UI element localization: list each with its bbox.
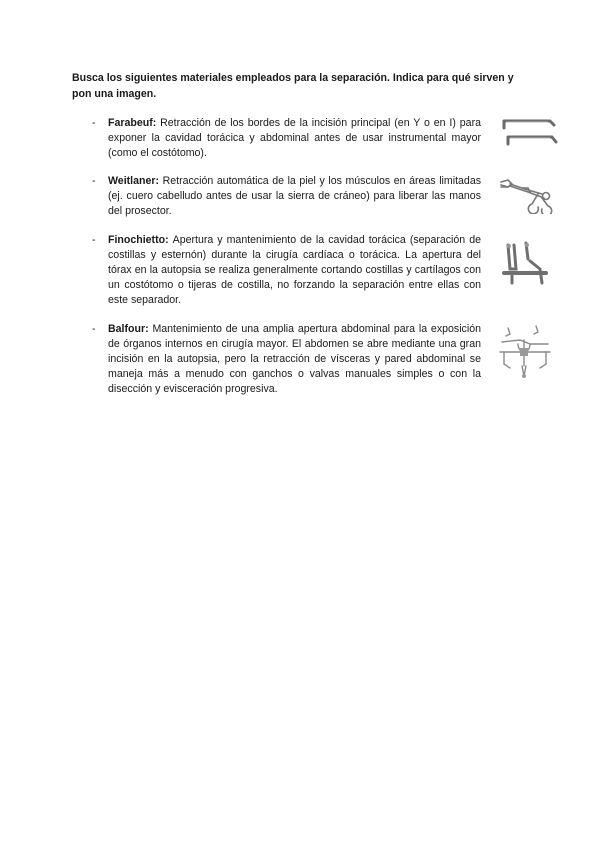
list-dash: - (92, 117, 96, 129)
item-description: Retracción automática de la piel y los músculos en áreas limitadas (ej. cuero cabelludo antes de usar la sierra de cráneo) para liberar las manos del prosector. (108, 175, 482, 217)
item-text (108, 174, 481, 219)
item-name: Finochietto: (108, 234, 173, 246)
list-item-balfour (92, 322, 558, 398)
item-text (108, 233, 481, 308)
farabeuf-retractor-icon (500, 116, 558, 150)
list-dash: - (92, 234, 96, 246)
balfour-retractor-icon (496, 322, 554, 384)
item-text (108, 116, 481, 161)
item-description: Mantenimiento de una amplia apertura abdominal para la exposición de órganos internos en cirugía mayor. El abdomen se abre mediante una gran incisión en la autopsia, pero la retracción de vísceras y pared abdominal se maneja más a menudo con ganchos o valvas manuales simples o con la disección y evisceración progresiva. (108, 323, 481, 395)
list-item-weitlaner (92, 174, 558, 222)
weitlaner-retractor-icon (498, 174, 556, 214)
item-description: Retracción de los bordes de la incisión principal (en Y o en I) para exponer la cavidad torácica y abdominal antes de usar instrumental mayor (como el costótomo). (108, 117, 481, 159)
list-dash: - (92, 323, 96, 335)
list-item-finochietto (92, 233, 558, 309)
page-heading: Busca los siguientes materiales empleados para la separación. Indica para qué sirven y pon una imagen. (72, 72, 514, 100)
finochietto-retractor-icon (496, 239, 550, 291)
item-name: Weitlaner: (108, 175, 163, 187)
item-text (108, 322, 481, 397)
item-description: Apertura y mantenimiento de la cavidad torácica (separación de costillas y esternón) durante la cirugía cardíaca o torácica. La apertura del tórax en la autopsia se realiza generalmente cortando costillas y cartílagos con un costótomo o tijeras de costilla, no forzando la separación entre ellas con este separador. (108, 234, 481, 306)
item-name: Farabeuf: (108, 117, 161, 129)
item-name: Balfour: (108, 323, 153, 335)
list-dash: - (92, 175, 96, 187)
list-item-farabeuf (92, 116, 558, 166)
